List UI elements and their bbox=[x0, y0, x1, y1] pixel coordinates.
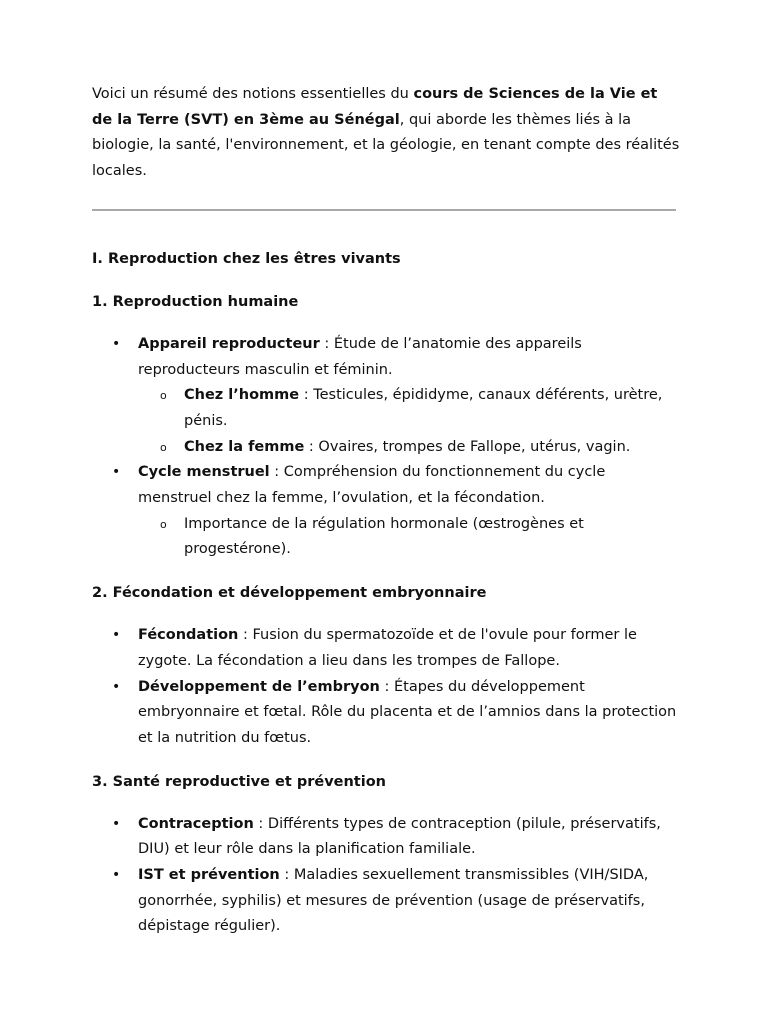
bullet-list bbox=[92, 623, 682, 752]
subsection-heading: 1. Reproduction humaine bbox=[92, 293, 299, 310]
list-item-text: : Étapes du développement embryonnaire et fœtal. Rôle du placenta et de l’amnios dans la protection et la nutrition du fœtus. bbox=[138, 678, 677, 746]
list-item bbox=[92, 675, 682, 752]
sub-list-item-text: Importance de la régulation hormonale (œstrogènes et progestérone). bbox=[184, 515, 584, 558]
horizontal-divider bbox=[92, 209, 676, 211]
sub-list-item bbox=[138, 512, 682, 563]
intro-paragraph bbox=[92, 82, 682, 185]
list-item bbox=[92, 812, 682, 863]
list-item-text: : Étude de l’anatomie des appareils reproducteurs masculin et féminin. bbox=[138, 335, 582, 378]
list-item-term: Contraception bbox=[138, 815, 254, 832]
sub-list-item bbox=[138, 383, 682, 434]
sub-list-item-text: : Testicules, épididyme, canaux déférents, urètre, pénis. bbox=[184, 387, 663, 429]
section-heading: I. Reproduction chez les êtres vivants bbox=[92, 250, 401, 267]
subsection-heading: 2. Fécondation et développement embryonnaire bbox=[92, 585, 487, 602]
list-item-text: : Compréhension du fonctionnement du cycle menstruel chez la femme, l’ovulation, et la fécondation. bbox=[138, 464, 606, 507]
subsection-heading: 3. Santé reproductive et prévention bbox=[92, 773, 386, 790]
sub-list-item-text: : Ovaires, trompes de Fallope, utérus, vagin. bbox=[304, 438, 631, 455]
sub-bullet-list bbox=[138, 512, 682, 563]
list-item-text: : Différents types de contraception (pilule, préservatifs, DIU) et leur rôle dans la planification familiale. bbox=[138, 815, 661, 858]
intro-text-start: Voici un résumé des notions essentielles du bbox=[92, 86, 414, 102]
list-item bbox=[92, 623, 682, 674]
intro-text-end: , qui aborde les thèmes liés à la biologie, la santé, l'environnement, et la géologie, en tenant compte des réalités locales. bbox=[92, 111, 680, 180]
list-item-term: Fécondation bbox=[138, 627, 239, 644]
list-item-term: IST et prévention bbox=[138, 867, 280, 884]
bullet-list bbox=[92, 332, 682, 563]
list-item bbox=[92, 863, 682, 940]
list-item bbox=[92, 460, 682, 563]
list-item bbox=[92, 332, 682, 461]
document-content bbox=[92, 82, 682, 940]
sub-list-item-term: Chez l’homme bbox=[184, 387, 300, 404]
sub-list-item-term: Chez la femme bbox=[184, 438, 305, 455]
list-item-term: Cycle menstruel bbox=[138, 464, 270, 481]
sub-list-item bbox=[138, 435, 682, 461]
intro-bold-text: cours de Sciences de la Vie et de la Terre (SVT) en 3ème au Sénégal bbox=[92, 86, 658, 128]
bullet-list bbox=[92, 812, 682, 941]
sub-bullet-list bbox=[138, 383, 682, 460]
list-item-text: : Maladies sexuellement transmissibles (VIH/SIDA, gonorrhée, syphilis) et mesures de prévention (usage de préservatifs, dépistage régulier). bbox=[138, 867, 649, 935]
list-item-text: : Fusion du spermatozoïde et de l'ovule pour former le zygote. La fécondation a lieu dans les trompes de Fallope. bbox=[138, 627, 637, 669]
list-item-term: Développement de l’embryon bbox=[138, 678, 380, 695]
list-item-term: Appareil reproducteur bbox=[138, 335, 320, 352]
